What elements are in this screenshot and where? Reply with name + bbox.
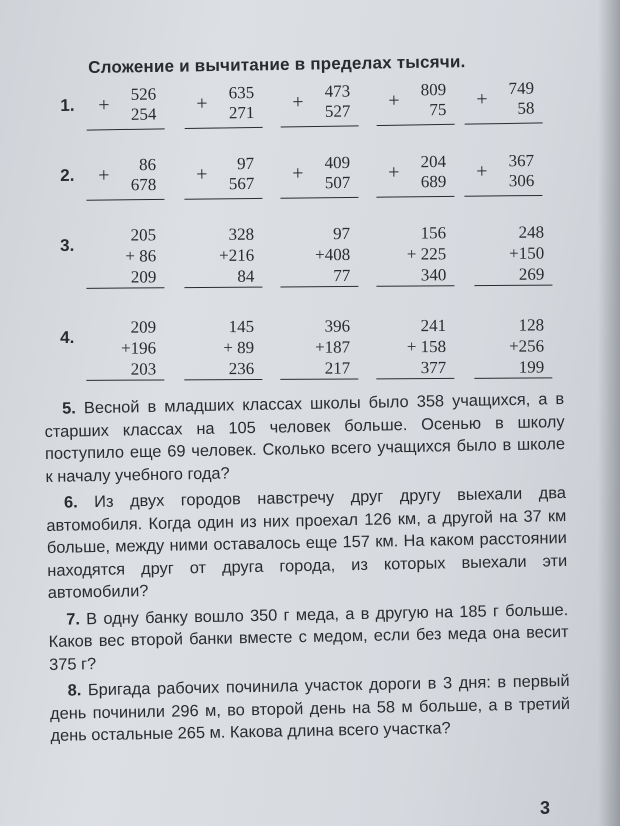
word-problem-6: 6. Из двух городов навстречу друг другу выехали два автомобиля. Когда один из них проехал 126 км, а другой на 37 км больше, между ними оставалось еще 157 км. На каком расстоянии находятся друг от друга города, из которых выехали эти автомобили? (46, 483, 568, 602)
answer-line (474, 377, 552, 378)
check-problem: 328 +216 84 (182, 225, 262, 292)
answer-line (280, 378, 358, 379)
exercise-1 (60, 78, 561, 146)
answer-line (464, 195, 542, 197)
page-edge-shadow (598, 0, 620, 826)
addition-problem: 809 + 75 (374, 80, 455, 139)
answer-line (376, 196, 454, 198)
answer-line (185, 127, 263, 129)
check-problem: 97 +408 77 (278, 224, 358, 291)
addition-problem: 204 + 689 (374, 152, 455, 211)
answer-line (86, 379, 164, 380)
page-title: Сложение и вычитание в пределах тысячи. (88, 52, 466, 77)
answer-line (86, 199, 164, 201)
word-problem-5: 5. Весной в младших классах школы было 358 учащихся, а в старших классах на 105 человек больше. Осенью в школу поступило еще 69 человек. Сколько всего учащихся было в школе к началу учебного года? (44, 390, 566, 486)
answer-line (377, 124, 455, 126)
answer-line (280, 286, 358, 288)
exercise-number: 2. (60, 165, 75, 185)
check-problem: 248 +150 269 (472, 223, 552, 290)
answer-line (376, 285, 454, 287)
exercise-4 (60, 315, 560, 388)
exercise-number: 4. (60, 327, 75, 347)
answer-line (281, 125, 359, 127)
addition-problem: 473 + 527 (278, 81, 359, 140)
exercise-number: 3. (60, 235, 75, 255)
addition-problem: 86 + 678 (84, 155, 165, 214)
word-problem-7: 7. В одну банку вошло 350 г меда, а в другую на 185 г больше. Каков вес второй банки вместе с медом, если без меда она весит 375 г? (48, 600, 569, 674)
addition-problem: 526 + 254 (84, 84, 165, 143)
answer-line (465, 122, 543, 124)
answer-line (474, 285, 552, 287)
page-number: 3 (540, 798, 551, 818)
check-problem: 396 +187 217 (278, 316, 358, 382)
answer-line (184, 198, 262, 200)
addition-problem: 367 + 306 (462, 151, 543, 210)
answer-line (376, 378, 454, 379)
exercise-2 (60, 151, 561, 216)
answer-line (87, 128, 165, 130)
exercise-3 (60, 223, 560, 296)
answer-line (280, 197, 358, 199)
addition-problem: 97 + 567 (182, 154, 263, 213)
check-problem: 205 + 86 209 (84, 225, 164, 292)
check-problem: 209 +196 203 (84, 317, 164, 383)
answer-line (184, 287, 262, 289)
exercise-number: 1. (60, 95, 75, 115)
check-problem: 241 + 158 377 (374, 316, 454, 382)
answer-line (184, 379, 262, 380)
word-problems (44, 388, 571, 747)
check-problem: 156 + 225 340 (374, 223, 454, 290)
check-problem: 128 +256 199 (472, 315, 552, 381)
word-problem-8: 8. Бригада рабочих починила участок дороги в 3 дня: в первый день починили 296 м, во второй день на 58 м больше, а в третий день остальные 265 м. Какова длина всего участка? (49, 671, 571, 745)
addition-problem: 409 + 507 (278, 153, 359, 212)
addition-problem: 635 + 271 (182, 83, 263, 142)
addition-problem: 749 + 58 (462, 78, 543, 137)
check-problem: 145 + 89 236 (182, 317, 262, 383)
answer-line (86, 287, 164, 289)
